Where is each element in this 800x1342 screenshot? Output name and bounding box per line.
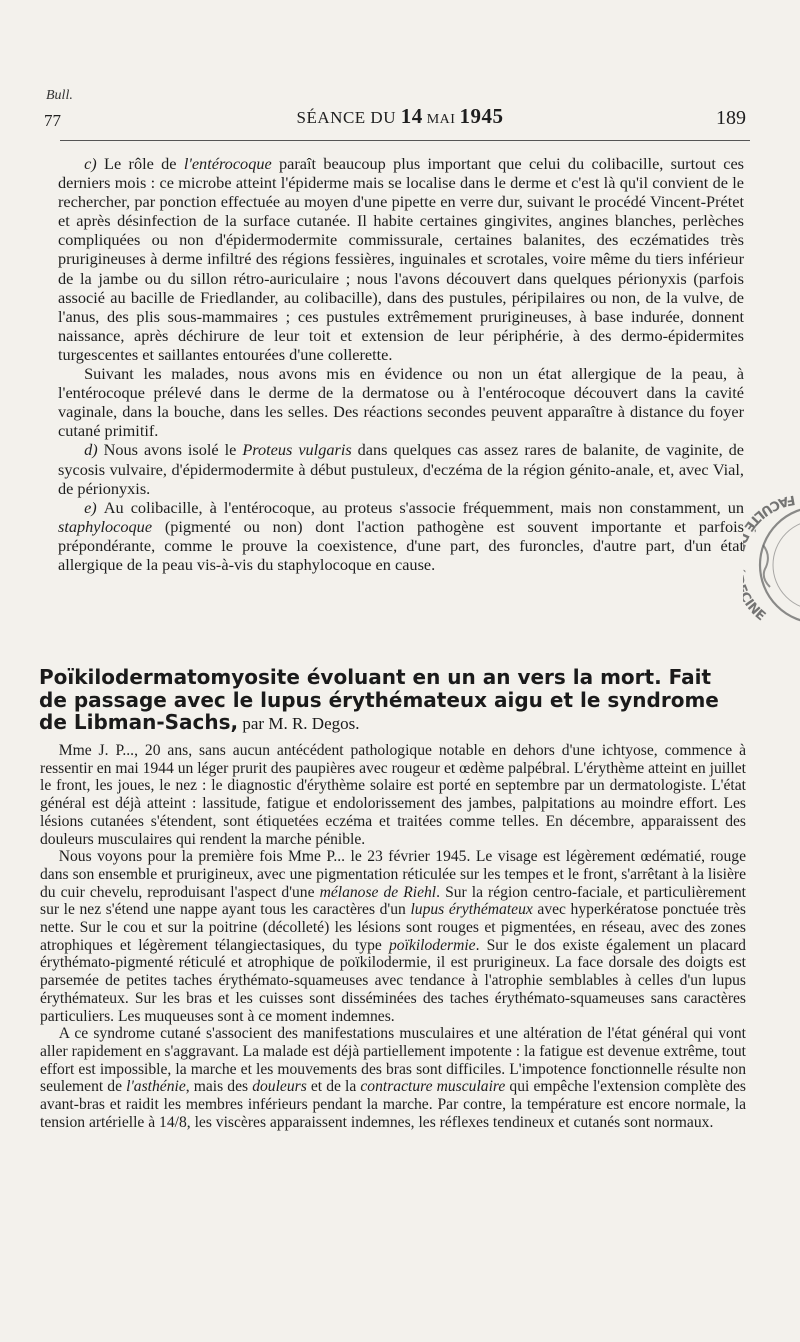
- article-title: [39, 666, 743, 736]
- svg-text:FACULTÉ DE MÉDECINE: [743, 492, 796, 625]
- volume-number: 77: [44, 111, 61, 130]
- text-run: paraît beaucoup plus important que celui du colibacille, surtout ces derniers mois : ce microbe atteint l'épiderme mais se localise dans le derme et c'est là qu'il convient de le rechercher, par ponction effectuée au moyen d'une pipette en verre dur, suivant le procédé Vincent-Prétet et après désinfection de la surface cutanée. Il habite certaines gingivites, angines blanches, perlèches compliquées ou non d'épidermodermite commissurale, certaines balanites, des eczématides très prurigineuses à derme infiltré des régions fessières, inguinales et scrotales, voire même du tiers inférieur de la jambe ou du sillon rétro-auriculaire ; nous l'avons découvert dans quelques périonyxis (parfois associé au bacille de Friedlander, au colibacille), dans des pustules, péripilaires ou non, de la vulve, de l'anus, des plis sous-mammaires ; ces pustules extrêmement prurigineuses, à base indurée, donnent naissance, après déchirure de leur toit et extension de leur périphérie, à des dermo-épidermites turgescentes et saillantes entourées d'une collerette.: [58, 154, 745, 364]
- page-number: 189: [716, 107, 746, 129]
- article-title-text: Poïkilodermatomyosite évoluant en un an vers la mort. Fait de passage avec le lupus érythémateux aigu et le syndrome de Libman-Sachs,: [39, 665, 719, 734]
- article-author: par M. R. Degos.: [238, 714, 360, 733]
- running-head-prefix: SÉANCE DU: [296, 108, 401, 127]
- text-run: qui empêche l'extension complète des avant-bras et raidit les membres inférieurs pendant la marche. Par contre, la température est encore normale, la tension artérielle à 14/8, les viscères apparaissent indemnes, les réflexes tendineux et cutanés sont normaux.: [40, 1078, 746, 1131]
- text-run: staphylocoque: [58, 516, 153, 536]
- text-run: avec hyperkératose ponctuée très nette. Sur le cou et sur la poitrine (décolleté) les lésions sont rouges et pigmentées, en réseau, avec des zones atrophiques et légèrement télangiectasiques, du type: [40, 901, 746, 954]
- text-run: Suivant les malades, nous avons mis en évidence ou non un état allergique de la peau, à l'entérocoque prélevé dans le derme de la dermatose ou à l'entérocoque découvert dans la cavité vaginale, dans la bouche, dans les selles. Des réactions secondes peuvent apparaître à distance du foyer cutané primitif.: [58, 364, 744, 441]
- text-run: contracture musculaire: [360, 1078, 506, 1096]
- text-run: l'entérocoque: [183, 154, 272, 173]
- text-run: Le rôle de: [104, 154, 184, 173]
- running-head-year: 1945: [459, 104, 504, 128]
- text-run: lupus érythémateux: [410, 901, 533, 919]
- article-paragraph-2: [40, 848, 746, 1025]
- text-run: Proteus vulgaris: [242, 440, 352, 460]
- text-run: Au colibacille, à l'entérocoque, au proteus s'associe fréquemment, mais non constamment, un: [103, 497, 745, 517]
- text-run: . Sur la région centro-faciale, et particulièrement sur le nez s'étend une nappe ayant tous les caractères d'un: [40, 883, 746, 919]
- text-run: A ce syndrome cutané s'associent des manifestations musculaires et une altération de l'état général qui vont aller rapidement en s'aggravant. La malade est déjà partiellement impotente : la fatigue est devenue extrême, tout effort est impossible, la marche et les mouvements des bras sont difficiles. L'impotence fonctionnelle résulte non seulement de: [40, 1025, 746, 1096]
- text-run: c): [84, 154, 105, 173]
- text-run: dans quelques cas assez rares de balanite, de vaginite, de sycosis vulvaire, d'épidermodermite à début pustuleux, d'eczéma de la région génito-anale, et, avec Vial, de périonyxis.: [58, 440, 744, 498]
- text-run: (pigmenté ou non) dont l'action pathogène est souvent importante et parfois prépondérante, comme le prouve la coexistence, d'une part, des furoncles, d'autre part, d'un état allergique de la peau vis-à-vis du staphylocoque en cause.: [58, 516, 744, 574]
- article-paragraph-3: [40, 1025, 746, 1131]
- running-head-month: MAI: [422, 112, 460, 127]
- library-stamp: [743, 485, 800, 655]
- paragraph-d: [58, 440, 744, 497]
- article-paragraph-1: [40, 742, 746, 848]
- text-run: d): [84, 440, 104, 460]
- text-run: , mais des: [185, 1078, 253, 1096]
- text-run: . Sur le dos existe également un placard érythémato-pigmenté réticulé et atrophique de poïkilodermie, il est prurigineux. La face dorsale des doigts est parsemée de petites taches érythémato-squameuses avec tendance à l'atrophie semblables à celles d'un lupus érythémateux. Sur les bras et les cuisses sont disséminées des taches érythémato-squameuses sans caractères particuliers. Les muqueuses sont à ce moment indemnes.: [40, 936, 746, 1025]
- text-run: Mme J. P..., 20 ans, sans aucun antécédent pathologique notable en dehors d'une ichtyose, commence à ressentir en mai 1944 un léger prurit des paupières avec rougeur et œdème palpébral. L'érythème atteint en juillet le front, les joues, le nez : le diagnostic d'érythème solaire est porté en septembre par un dermatologiste. L'état général est déjà atteint : lassitude, fatigue et endolorissement des jambes, palpitations au moindre effort. Les lésions cutanées s'étendent, sont étiquetées eczéma et traitées comme telles. En décembre, apparaissent des douleurs musculaires qui rendent la marche pénible.: [40, 742, 746, 848]
- section-1-text: [58, 154, 744, 574]
- journal-abbreviation: Bull.: [46, 88, 73, 103]
- text-run: douleurs: [252, 1078, 307, 1096]
- running-head: [0, 104, 800, 129]
- text-run: l'asthénie: [126, 1078, 186, 1096]
- text-run: poïkilodermie: [388, 936, 476, 954]
- text-run: e): [84, 497, 104, 517]
- article-body: [40, 742, 746, 1131]
- header-rule: [60, 140, 750, 141]
- text-run: et de la: [306, 1078, 361, 1096]
- stamp-text: FACULT NE: [743, 491, 797, 625]
- text-run: mélanose de Riehl: [319, 883, 437, 901]
- paragraph-suivant: [58, 364, 744, 440]
- text-run: Nous avons isolé le: [103, 440, 243, 460]
- paragraph-c: [58, 154, 744, 364]
- text-run: Nous voyons pour la première fois Mme P... le 23 février 1945. Le visage est légèrement œdématié, rouge dans son ensemble et prurigineux, avec une pigmentation réticulée sur les tempes et le front, s'arrêtant à la lisière du cuir chevelu, reproduisant l'aspect d'une: [40, 848, 746, 901]
- paragraph-e: [58, 498, 744, 574]
- running-head-day: 14: [400, 104, 423, 128]
